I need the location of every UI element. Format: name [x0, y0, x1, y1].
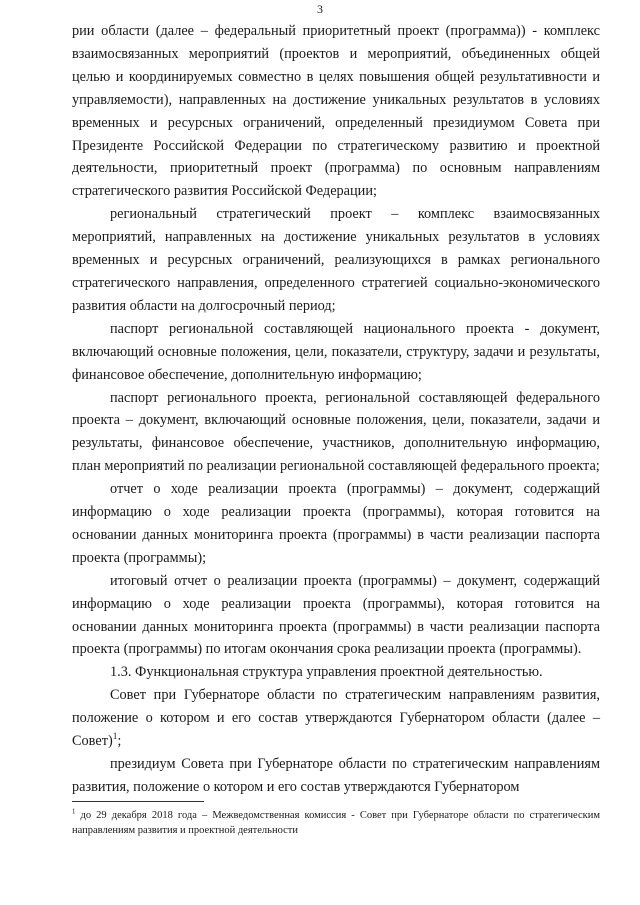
section-heading-1-3: 1.3. Функциональная структура управления проектной деятельностью.: [110, 664, 543, 681]
paragraph-council-tail: ;: [117, 733, 122, 750]
paragraph-definition-progress-report: отчет о ходе реализации проекта (программы) – документ, содержащий информацию о ходе реализации проекта (программы), которая готовится на основании данных мониторинга проекта (программы) в части реализации паспорта проекта (программы);: [72, 481, 600, 566]
footnote-divider: [72, 801, 204, 802]
paragraph-council-presidium: президиум Совета при Губернаторе области по стратегическим направлениям развития, положение о котором и его состав утверждаются Губернатором: [72, 756, 600, 795]
footnote: [72, 808, 600, 838]
paragraph-council: [72, 684, 600, 753]
paragraph-definition-final-report: итоговый отчет о реализации проекта (программы) – документ, содержащий информацию о ходе реализации проекта (программы), которая готовится на основании данных мониторинга проекта (программы) в части реализации паспорта проекта (программы) по итогам окончания срока реализации проекта (программы).: [72, 572, 600, 658]
paragraph-definition-national-project-passport: паспорт региональной составляющей национального проекта - документ, включающий основные положения, цели, показатели, структуру, задачи и результаты, финансовое обеспечение, дополнительную информацию;: [72, 320, 600, 383]
page-number: 3: [317, 2, 323, 16]
paragraph-definition-federal-project: рии области (далее – федеральный приоритетный проект (программа)) - комплекс взаимосвязанных мероприятий (проектов и мероприятий, объединенных общей целью и координируемых совместно в целях повышения общей результативности и управляемости), направленных на достижение уникальных результатов в условиях временных и ресурсных ограничений, определенный президиумом Совета при Президенте Российской Федерации по стратегическому развитию и проектной деятельности, приоритетный проект (программа) по основным направлениям стратегического развития Российской Федерации;: [72, 23, 600, 200]
footnote-text: до 29 декабря 2018 года – Межведомственная комиссия - Совет при Губернаторе области по стратегическим направлениям развития и проектной деятельности: [72, 810, 600, 836]
footnote-marker: 1: [72, 808, 76, 816]
paragraph-council-text: Совет при Губернаторе области по стратегическим направлениям развития, положение о котором и его состав утверждаются Губернатором области (далее – Совет): [72, 687, 600, 750]
footnote-reference: 1: [112, 732, 118, 743]
paragraph-definition-regional-project-passport: паспорт регионального проекта, региональной составляющей федерального проекта – документ, включающий основные положения, цели, показатели, задачи и результаты, финансовое обеспечение, участников, дополнительную информацию, план мероприятий по реализации региональной составляющей федерального проекта;: [72, 389, 600, 475]
document-body: [72, 20, 600, 799]
paragraph-definition-regional-strategic-project: региональный стратегический проект – комплекс взаимосвязанных мероприятий, направленных на достижение уникальных результатов в условиях временных и ресурсных ограничений, реализующихся в рамках регионального стратегического направления, определенного стратегией социально-экономического развития области на долгосрочный период;: [72, 206, 600, 314]
